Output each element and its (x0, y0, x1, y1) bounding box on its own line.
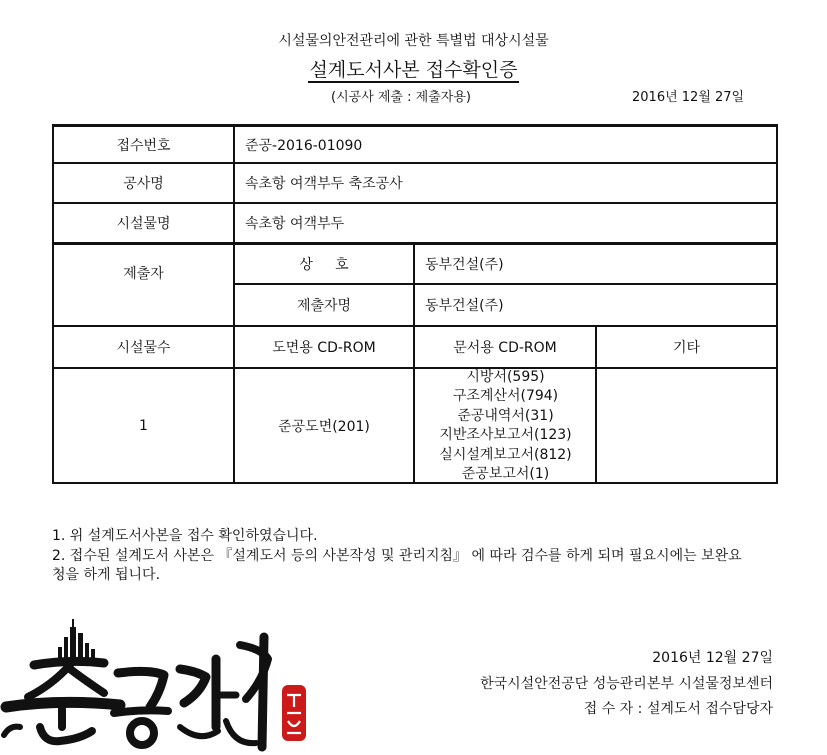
count-label: 시설물수 (116, 340, 171, 356)
document-title-text: 설계도서사본 접수확인증 (309, 59, 518, 81)
document-cd-label: 문서용 CD-ROM (453, 340, 557, 356)
drawing-cd-value: 준공도면(201) (278, 418, 370, 435)
brand-logo (0, 615, 320, 755)
note-2: 2. 접수된 설계도서 사본은 『설계도서 등의 사본작성 및 관리지침』 에 따라 검수를 하게 되며 필요시에는 보완요 (52, 548, 742, 564)
footer-date: 2016년 12월 27일 (652, 650, 773, 666)
drawing-cd-label: 도면용 CD-ROM (272, 340, 376, 356)
skyline-icon (58, 619, 95, 663)
purpose-note: (시공사 제출 : 제출자용) (331, 90, 471, 105)
seal-stamp-icon (282, 685, 306, 741)
issue-date: 2016년 12월 27일 (632, 90, 745, 105)
brush-strokes (4, 637, 268, 747)
document-item: 준공내역서(31) (457, 407, 554, 424)
company-value: 동부건설(주) (425, 257, 504, 273)
submitter-label: 제출자 (123, 265, 164, 282)
other-label: 기타 (672, 340, 701, 356)
receipt-no-label: 접수번호 (116, 137, 171, 154)
note-1: 1. 위 설계도서사본을 접수 확인하였습니다. (52, 528, 318, 544)
project-label: 공사명 (123, 176, 164, 192)
document-item: 시방서(595) (466, 368, 545, 385)
document-item: 준공보고서(1) (461, 466, 550, 482)
footer-receiver: 접 수 자 : 설계도서 접수담당자 (583, 701, 773, 717)
count-value: 1 (139, 417, 148, 434)
document-cd-list (415, 369, 596, 483)
project-value: 속초항 여객부두 축조공사 (245, 176, 403, 192)
company-label: 상 호 (299, 257, 349, 273)
other-value (597, 369, 776, 482)
document-subtitle: 시설물의안전관리에 관한 특별법 대상시설물 (278, 33, 549, 49)
note-2-continued: 청을 하게 됩니다. (52, 567, 161, 583)
document-item: 구조계산서(794) (452, 388, 559, 404)
document-title (0, 55, 827, 82)
receipt-no-value: 준공-2016-01090 (245, 137, 363, 154)
document-item: 지반조사보고서(123) (439, 427, 572, 443)
facility-value: 속초항 여객부두 (245, 216, 345, 232)
table-border-right (776, 124, 778, 484)
footer-organization: 한국시설안전공단 성능관리본부 시설물정보센터 (480, 676, 773, 692)
submitter-name-value: 동부건설(주) (425, 298, 504, 314)
facility-label: 시설물명 (116, 216, 171, 232)
submitter-name-label: 제출자명 (296, 298, 352, 314)
document-item: 실시설계보고서(812) (439, 446, 572, 463)
